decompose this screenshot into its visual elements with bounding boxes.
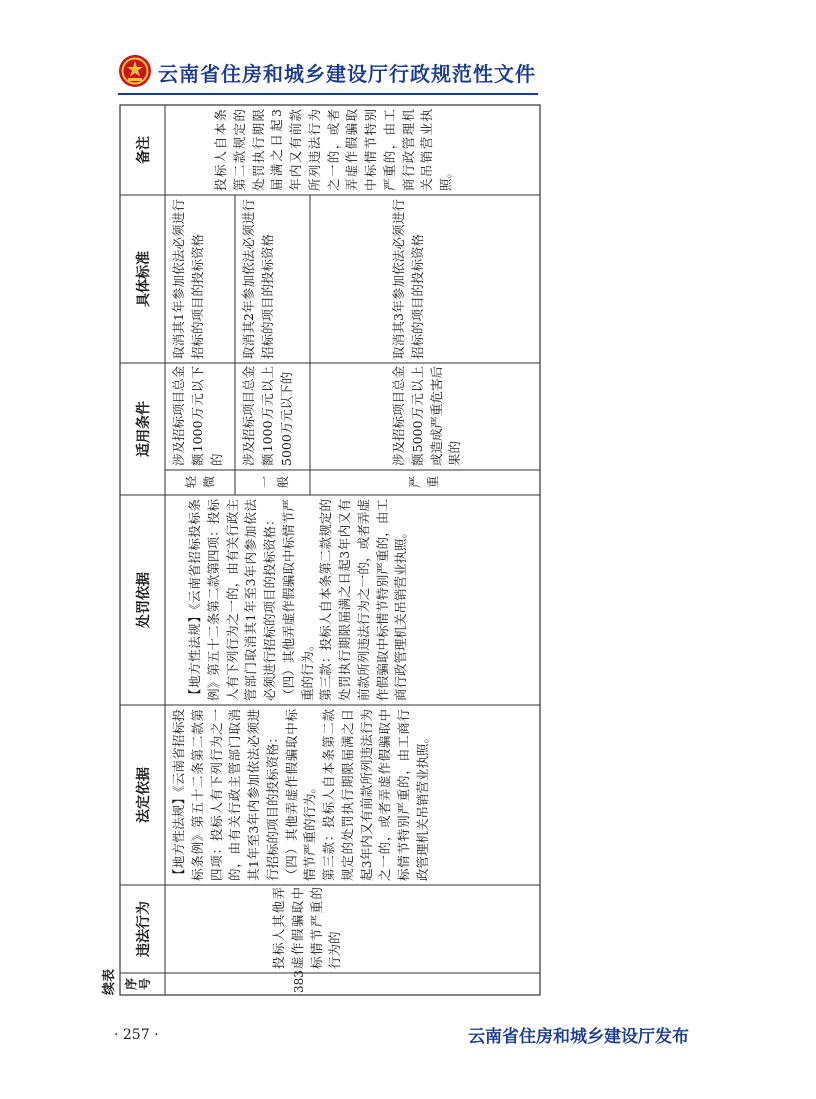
- header-no: 序号: [124, 978, 153, 991]
- header-note: 备注: [136, 136, 152, 164]
- legal-para-2: （四）其他弄虚作假骗取中标情节严重的行为。: [283, 709, 318, 881]
- header-rule: [118, 93, 538, 95]
- row-number: 383: [292, 970, 306, 993]
- header-penalty: 处罚依据: [136, 572, 152, 628]
- footer-publisher: 云南省住房和城乡建设厅发布: [468, 1027, 689, 1047]
- level-general: 一般: [258, 476, 290, 489]
- header-title: 云南省住房和城乡建设厅行政规范性文件: [158, 62, 536, 86]
- standard-minor: 取消其1年参加依法必须进行招标的项目的投标资格: [171, 199, 205, 359]
- standard-general: 取消其2年参加依法必须进行招标的项目的投标资格: [241, 199, 275, 359]
- condition-general: 涉及招标项目总金额1000万元以上5000万元以下的: [241, 365, 294, 466]
- condition-serious: 涉及招标项目总金额5000万元以上或造成严重危害后果的: [391, 365, 463, 466]
- header-std: 具体标准: [136, 251, 152, 307]
- level-serious: 严重: [408, 476, 440, 489]
- document-header: [118, 54, 718, 94]
- level-minor: 轻微: [184, 476, 216, 489]
- rotated-table: [102, 105, 540, 995]
- national-emblem-icon: [118, 54, 152, 88]
- legal-para-1: 【地方性法规】《云南省招标投标条例》第五十二条第二款第四项：投标人有下列行为之一的，由有关行政主管部门取消其1年至3年内参加依法必须进行招标的项目的投标资格：: [171, 709, 280, 881]
- note: 投标人自本条第二款规定的处罚执行期限届满之日起3年内又有前款所列违法行为之一的，或者弄虚作假骗取中标情节特别严重的，由工商行政管理机关吊销营业执照。: [213, 109, 453, 191]
- page-number: · 257 ·: [114, 1027, 159, 1043]
- standard-serious: 取消其3年参加依法必须进行招标的项目的投标资格: [391, 199, 425, 359]
- legal-para-3: 第三款：投标人自本条第二款规定的处罚执行期限届满之日起3年内又有前款所列违法行为之一的，或者弄虚作假骗取中标情节特别严重的，由工商行政管理机关吊销营业执照。: [321, 709, 430, 881]
- violation-act: 投标人其他弄虚作假骗取中标情节严重的行为的: [271, 887, 343, 969]
- penalty-para-2: （四）其他弄虚作假骗取中标情节严重的行为。: [280, 499, 315, 701]
- penalty-para-3: 第三款：投标人自本条第二款规定的处罚执行期限届满之日起3年内又有前款所列违法行为之一的，或者弄虚作假骗取中标情节特别严重的，由工商行政管理机关吊销营业执照。: [318, 499, 409, 701]
- table-caption: 续表: [102, 968, 117, 995]
- penalty-para-1: 【地方性法规】《云南省招标投标条例》第五十二条第二款第四项：投标人有下列行为之一的，由有关行政主管部门取消其1年至3年内参加依法必须进行招标的项目的投标资格：: [187, 499, 277, 701]
- condition-minor: 涉及招标项目总金额1000万元以下的: [171, 365, 224, 466]
- legal-basis: [170, 709, 433, 881]
- header-act: 违法行为: [136, 901, 152, 957]
- header-legal: 法定依据: [136, 767, 152, 823]
- header-cond: 适用条件: [136, 401, 152, 457]
- penalty-basis: [186, 499, 411, 701]
